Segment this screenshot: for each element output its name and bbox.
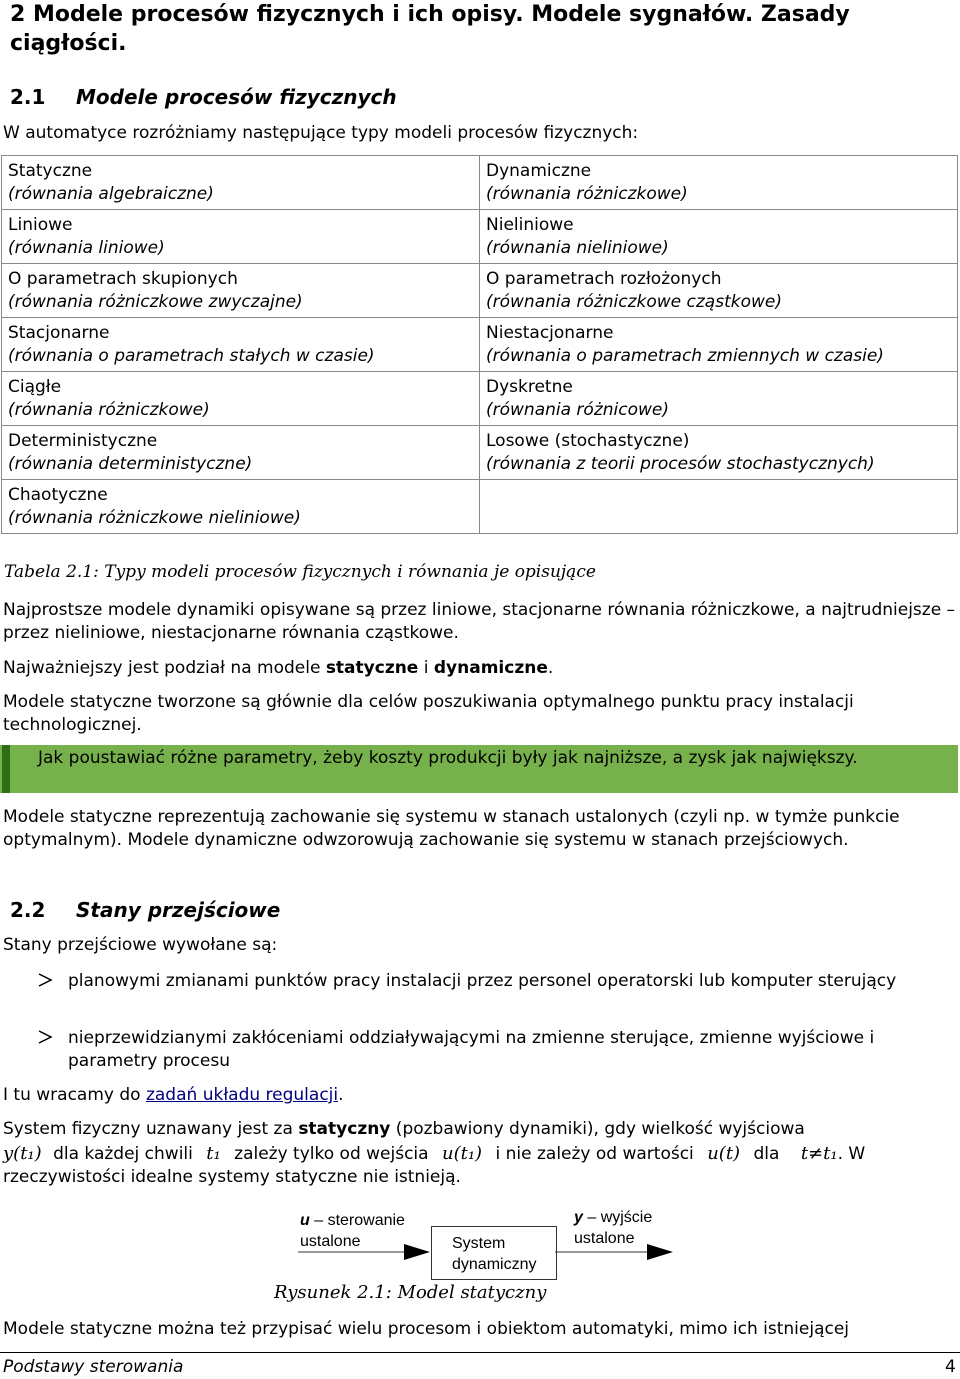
table-right-column: [480, 156, 958, 534]
table-cell: [2, 480, 479, 533]
figure-caption: Rysunek 2.1: Model statyczny: [274, 1282, 547, 1303]
model-equation: (równania nieliniowe): [486, 238, 669, 258]
model-name: Liniowe: [8, 215, 73, 235]
table-cell: [2, 318, 479, 372]
model-equation: (równania z teorii procesów stochastycznych): [486, 454, 875, 474]
page-number: 4: [945, 1357, 956, 1377]
input-arrow-icon: [296, 1240, 436, 1264]
output-variable: y: [574, 1209, 583, 1226]
arrowhead-bullet-icon: [36, 970, 56, 990]
math-u-t: u(t): [707, 1143, 741, 1164]
paragraph-back-to-tasks: [3, 1084, 958, 1107]
table-cell: [480, 426, 957, 480]
model-equation: (równania liniowe): [8, 238, 165, 258]
model-name: Nieliniowe: [486, 215, 574, 235]
text: zależy tylko od wejścia: [234, 1144, 429, 1164]
system-box-label-1: System: [452, 1235, 506, 1252]
model-equation: (równania deterministyczne): [8, 454, 253, 474]
model-equation: (równania różniczkowe): [8, 400, 210, 420]
model-equation: (równania różniczkowe zwyczajne): [8, 292, 303, 312]
input-variable: u: [300, 1212, 310, 1229]
input-label-text: – sterowanie: [309, 1212, 405, 1229]
table-cell: [480, 372, 957, 426]
paragraph-dynamics: Najprostsze modele dynamiki opisywane są przez liniowe, stacjonarne równania różniczkowe, a najtrudniejsze – przez nieliniowe, niestacjonarne równania cząstkowe.: [3, 600, 956, 643]
system-box-label-2: dynamiczny: [452, 1256, 537, 1273]
paragraph-static-definition-line2: [3, 1142, 958, 1166]
text: i: [418, 658, 434, 678]
list-item: [36, 1027, 936, 1073]
text: I tu wracamy do: [3, 1085, 146, 1105]
note-accent-bar: [2, 745, 10, 793]
section-title: Stany przejściowe: [76, 898, 281, 922]
section-number: 2.1: [10, 85, 46, 109]
math-t-neq-t1: t≠t₁: [800, 1143, 838, 1164]
table-cell: [2, 264, 479, 318]
input-label-text-2: ustalone: [300, 1233, 361, 1250]
model-name: Niestacjonarne: [486, 323, 614, 343]
model-name: Statyczne: [8, 161, 93, 181]
paragraph-last: Modele statyczne można też przypisać wielu procesom i obiektom automatyki, mimo ich istniejącej: [3, 1319, 850, 1339]
model-name: Dynamiczne: [486, 161, 592, 181]
text: dla każdej chwili: [53, 1144, 193, 1164]
bold-term: statyczny: [298, 1119, 391, 1139]
model-name: Losowe (stochastyczne): [486, 431, 690, 451]
model-equation: (równania algebraiczne): [8, 184, 214, 204]
paragraph-static-definition-line1: [3, 1118, 958, 1141]
math-t1: t₁: [206, 1143, 221, 1164]
text: .: [338, 1085, 344, 1105]
section-heading-2-2: [10, 897, 280, 923]
section-title: Modele procesów fizycznych: [76, 85, 397, 109]
model-equation: (równania różniczkowe nieliniowe): [8, 508, 301, 528]
model-equation: (równania różnicowe): [486, 400, 669, 420]
model-types-table: [1, 155, 958, 534]
note-text: Jak poustawiać różne parametry, żeby koszty produkcji były jak najniższe, a zysk jak największy.: [38, 748, 858, 768]
model-equation: (równania o parametrach zmiennych w czasie): [486, 346, 884, 366]
model-name: Stacjonarne: [8, 323, 110, 343]
paragraph-transients: Stany przejściowe wywołane są:: [3, 935, 278, 955]
system-box: [431, 1226, 557, 1280]
arrowhead-bullet-icon: [36, 1027, 56, 1047]
text: .: [547, 658, 554, 678]
output-arrow-icon: [555, 1240, 679, 1264]
control-tasks-link[interactable]: zadań układu regulacji: [145, 1085, 339, 1105]
model-equation: (równania o parametrach stałych w czasie): [8, 346, 375, 366]
table-cell: [480, 318, 957, 372]
output-label-text-2: ustalone: [574, 1230, 635, 1247]
model-name: Deterministyczne: [8, 431, 158, 451]
table-cell: [2, 156, 479, 210]
model-equation: (równania różniczkowe): [486, 184, 688, 204]
bold-term: statyczne: [325, 658, 419, 678]
model-name: O parametrach skupionych: [8, 269, 238, 289]
footer-divider: [0, 1352, 960, 1353]
math-u-t1: u(t₁): [441, 1143, 483, 1164]
table-cell: [480, 156, 957, 210]
model-name: Ciągłe: [8, 377, 62, 397]
paragraph-division: [3, 657, 958, 680]
model-equation: (równania różniczkowe cząstkowe): [486, 292, 782, 312]
table-cell: [2, 372, 479, 426]
output-label-text: – wyjście: [582, 1209, 653, 1226]
table-left-column: [2, 156, 480, 534]
list-item-text: nieprzewidzianymi zakłóceniami oddziaływającymi na zmienne sterujące, zmienne wyjściowe i parametry procesu: [68, 1028, 875, 1071]
table-cell: [2, 426, 479, 480]
section-number: 2.2: [10, 898, 46, 922]
table-cell: [2, 210, 479, 264]
table-caption: Tabela 2.1: Typy modeli procesów fizycznych i równania je opisujące: [4, 562, 596, 582]
list-item: [36, 970, 936, 1016]
table-cell: [480, 264, 957, 318]
text: . W: [837, 1144, 866, 1164]
table-cell: [480, 210, 957, 264]
paragraph-static-definition-line3: rzeczywistości idealne systemy statyczne nie istnieją.: [3, 1167, 461, 1187]
intro-paragraph: W automatyce rozróżniamy następujące typy modeli procesów fizycznych:: [3, 123, 639, 143]
model-name: O parametrach rozłożonych: [486, 269, 722, 289]
text: System fizyczny uznawany jest za: [3, 1119, 299, 1139]
text: (pozbawiony dynamiki), gdy wielkość wyjściowa: [390, 1119, 805, 1139]
paragraph-steady-states: Modele statyczne reprezentują zachowanie się systemu w stanach ustalonych (czyli np. w tymże punkcie optymalnym). Modele dynamiczne odwzorowują zachowanie się systemu w stanach przejściowych.: [3, 807, 900, 850]
note-box: [0, 745, 958, 793]
section-heading-2-1: [10, 84, 397, 110]
text: i nie zależy od wartości: [495, 1144, 694, 1164]
model-name: Chaotyczne: [8, 485, 108, 505]
text: Najważniejszy jest podział na modele: [3, 658, 326, 678]
bold-term: dynamiczne: [433, 658, 548, 678]
footer-title: Podstawy sterowania: [3, 1357, 184, 1377]
chapter-heading: 2 Modele procesów fizycznych i ich opisy. Modele sygnałów. Zasady ciągłości.: [10, 2, 850, 56]
math-y-t1: y(t₁): [3, 1143, 42, 1164]
paragraph-static-models: Modele statyczne tworzone są głównie dla celów poszukiwania optymalnego punktu pracy instalacji technologicznej.: [3, 692, 854, 735]
list-item-text: planowymi zmianami punktów pracy instalacji przez personel operatorski lub komputer sterujący: [68, 971, 897, 991]
model-name: Dyskretne: [486, 377, 573, 397]
text: dla: [753, 1144, 780, 1164]
